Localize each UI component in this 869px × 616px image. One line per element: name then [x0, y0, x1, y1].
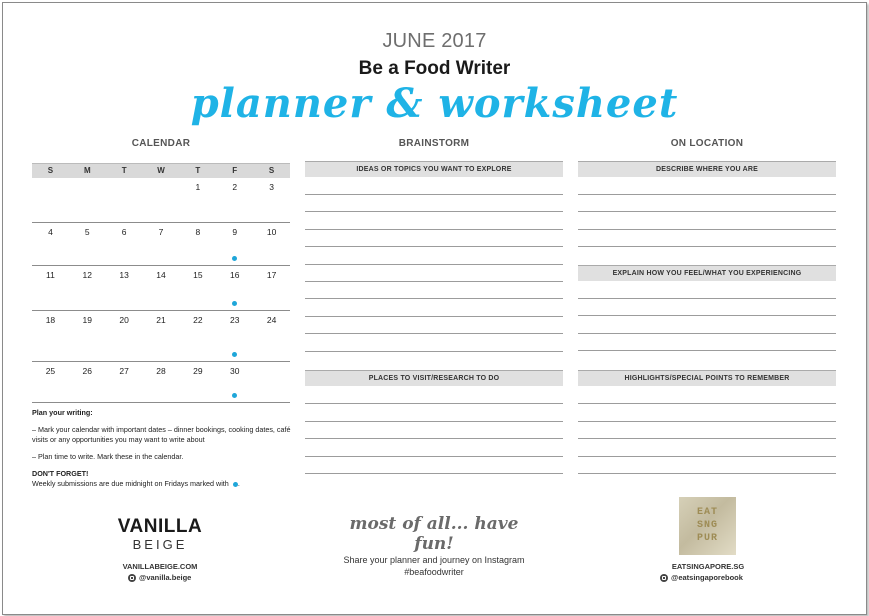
calendar-day-number: 26 — [82, 366, 93, 376]
writing-line — [305, 421, 563, 422]
eat-singapore-instagram[interactable] — [660, 573, 743, 582]
writing-line — [578, 456, 836, 457]
writing-line — [305, 194, 563, 195]
calendar-day — [253, 178, 290, 222]
calendar-day-number: 5 — [84, 227, 90, 237]
calendar-day — [69, 362, 106, 402]
writing-line — [305, 298, 563, 299]
calendar-day — [253, 311, 290, 361]
calendar-day-number: 15 — [193, 270, 203, 280]
writing-line — [578, 473, 836, 474]
calendar-day — [143, 362, 180, 402]
calendar-day — [143, 311, 180, 361]
calendar-day-number: 22 — [193, 315, 203, 325]
calendar-day-number: 8 — [195, 227, 201, 237]
calendar-day-number: 17 — [266, 270, 277, 280]
writing-line — [578, 298, 836, 299]
reminder-text: Weekly submissions are due midnight on Fridays marked with . — [32, 479, 240, 488]
calendar-day — [216, 178, 253, 222]
notes-heading: Plan your writing: — [32, 408, 93, 417]
instagram-icon — [128, 574, 136, 582]
calendar-day-number: 7 — [158, 227, 164, 237]
calendar-day-number: 11 — [46, 270, 55, 280]
script-title: planner & worksheet — [190, 80, 679, 127]
calendar-day-number: 12 — [82, 270, 93, 280]
calendar-day — [216, 266, 253, 310]
writing-line — [578, 194, 836, 195]
calendar-day — [106, 223, 143, 265]
notes-item: – Mark your calendar with important dates – dinner bookings, cooking dates, café visits or any opportunities you may want to write about — [32, 425, 291, 444]
marker-dot-icon — [233, 482, 238, 487]
calendar-day — [32, 223, 69, 265]
writing-line — [578, 246, 836, 247]
calendar — [32, 163, 290, 403]
on-location-heading: ON LOCATION — [670, 138, 744, 149]
writing-line — [305, 281, 563, 282]
calendar-day-number: 30 — [229, 366, 240, 376]
calendar-day-number: 13 — [119, 270, 129, 280]
writing-line — [578, 421, 836, 422]
share-line: Share your planner and journey on Instagram — [343, 555, 525, 565]
calendar-day-number: 20 — [119, 315, 129, 325]
writing-line — [305, 264, 563, 265]
places-box-header: PLACES TO VISIT/RESEARCH TO DO — [305, 370, 563, 386]
calendar-week-row — [32, 223, 290, 266]
vanilla-beige-logo-sub: BEIGE — [132, 537, 188, 552]
calendar-weeks — [32, 178, 290, 403]
calendar-day — [143, 178, 180, 222]
calendar-day — [106, 311, 143, 361]
writing-line — [305, 351, 563, 352]
calendar-day — [179, 266, 216, 310]
calendar-day — [106, 178, 143, 222]
month-title: JUNE 2017 — [382, 30, 487, 52]
calendar-day-number: 1 — [195, 182, 201, 192]
writing-line — [578, 211, 836, 212]
calendar-day-number: 9 — [232, 227, 238, 237]
submission-dot-icon — [232, 301, 237, 306]
writing-line — [578, 333, 836, 334]
instagram-handle: @vanilla.beige — [139, 573, 192, 582]
feel-box-header: EXPLAIN HOW YOU FEEL/WHAT YOU EXPERIENCING — [578, 265, 836, 281]
weekday-label: S — [268, 166, 275, 175]
calendar-day-number: 19 — [82, 315, 93, 325]
calendar-day — [69, 223, 106, 265]
vanilla-beige-logo: VANILLA — [117, 516, 203, 537]
writing-line — [578, 403, 836, 404]
calendar-day — [32, 266, 69, 310]
vanilla-beige-site-link[interactable]: VANILLABEIGE.COM — [122, 562, 198, 571]
calendar-day-number: 2 — [232, 182, 238, 192]
calendar-day — [106, 266, 143, 310]
writing-line — [305, 211, 563, 212]
writing-line — [578, 315, 836, 316]
calendar-week-row — [32, 266, 290, 311]
ideas-box-header: IDEAS OR TOPICS YOU WANT TO EXPLORE — [305, 161, 563, 177]
weekday-label: S — [47, 166, 54, 175]
writing-line — [305, 229, 563, 230]
calendar-day — [216, 311, 253, 361]
writing-line — [578, 229, 836, 230]
writing-line — [305, 456, 563, 457]
calendar-day — [216, 362, 253, 402]
calendar-day-number: 24 — [266, 315, 277, 325]
calendar-day — [106, 362, 143, 402]
calendar-week-row — [32, 362, 290, 403]
calendar-day-number: 10 — [266, 227, 277, 237]
writing-line — [305, 246, 563, 247]
writing-line — [578, 438, 836, 439]
calendar-day — [253, 223, 290, 265]
submission-dot-icon — [232, 256, 237, 261]
calendar-weekday-row — [32, 163, 290, 178]
calendar-day-number: 18 — [45, 315, 56, 325]
hashtag: #beafoodwriter — [404, 567, 464, 577]
calendar-day-number: 29 — [193, 366, 203, 376]
notes-item: – Plan time to write. Mark these in the calendar. — [32, 452, 184, 461]
instagram-handle: @eatsingaporebook — [671, 573, 743, 582]
calendar-week-row — [32, 178, 290, 223]
calendar-day — [32, 362, 69, 402]
writing-line — [305, 316, 563, 317]
weekday-label: T — [195, 166, 201, 175]
calendar-day-number: 4 — [48, 227, 53, 237]
calendar-day-number: 27 — [119, 366, 129, 376]
logo-line: EAT — [696, 507, 718, 518]
writing-line — [578, 350, 836, 351]
weekday-label: M — [83, 166, 91, 175]
calendar-day — [69, 178, 106, 222]
calendar-day-number: 28 — [156, 366, 166, 376]
reminder-text-label: Weekly submissions are due midnight on Fridays marked with — [32, 479, 229, 488]
calendar-day — [32, 311, 69, 361]
calendar-heading: CALENDAR — [131, 138, 191, 149]
calendar-day — [216, 223, 253, 265]
calendar-day — [179, 362, 216, 402]
submission-dot-icon — [232, 352, 237, 357]
calendar-day — [69, 266, 106, 310]
vanilla-beige-instagram[interactable] — [128, 573, 191, 582]
calendar-day — [69, 311, 106, 361]
eat-singapore-logo — [679, 497, 736, 555]
writing-line — [305, 403, 563, 404]
calendar-day-number: 14 — [156, 270, 166, 280]
page-subtitle: Be a Food Writer — [358, 58, 511, 79]
calendar-day — [253, 362, 290, 402]
calendar-day-number: 16 — [229, 270, 240, 280]
calendar-day-number: 21 — [156, 315, 166, 325]
writing-notes — [32, 408, 294, 489]
calendar-day — [179, 178, 216, 222]
share-message — [300, 554, 568, 578]
calendar-day-number: 6 — [121, 227, 127, 237]
weekday-label: F — [232, 166, 238, 175]
calendar-week-row — [32, 311, 290, 362]
calendar-day — [179, 223, 216, 265]
weekday-label: W — [157, 166, 165, 175]
calendar-day — [32, 178, 69, 222]
have-fun-script: most of all... have fun! — [349, 514, 519, 554]
calendar-day-number: 25 — [45, 366, 56, 376]
calendar-day — [179, 311, 216, 361]
reminder-heading: DON'T FORGET! — [32, 469, 89, 478]
eat-singapore-site-link[interactable]: EATSINGAPORE.SG — [671, 562, 745, 571]
instagram-icon — [660, 574, 668, 582]
calendar-day-number: 3 — [269, 182, 274, 192]
calendar-day-number: 23 — [229, 315, 240, 325]
submission-dot-icon — [232, 393, 237, 398]
highlights-box-header: HIGHLIGHTS/SPECIAL POINTS TO REMEMBER — [578, 370, 836, 386]
logo-line: SNG — [696, 520, 718, 531]
writing-line — [305, 333, 563, 334]
brainstorm-heading: BRAINSTORM — [398, 138, 470, 149]
writing-line — [305, 473, 563, 474]
calendar-day — [143, 266, 180, 310]
writing-line — [305, 438, 563, 439]
calendar-day — [253, 266, 290, 310]
describe-box-header: DESCRIBE WHERE YOU ARE — [578, 161, 836, 177]
weekday-label: T — [121, 166, 127, 175]
calendar-day — [143, 223, 180, 265]
logo-line: PUR — [696, 533, 718, 544]
